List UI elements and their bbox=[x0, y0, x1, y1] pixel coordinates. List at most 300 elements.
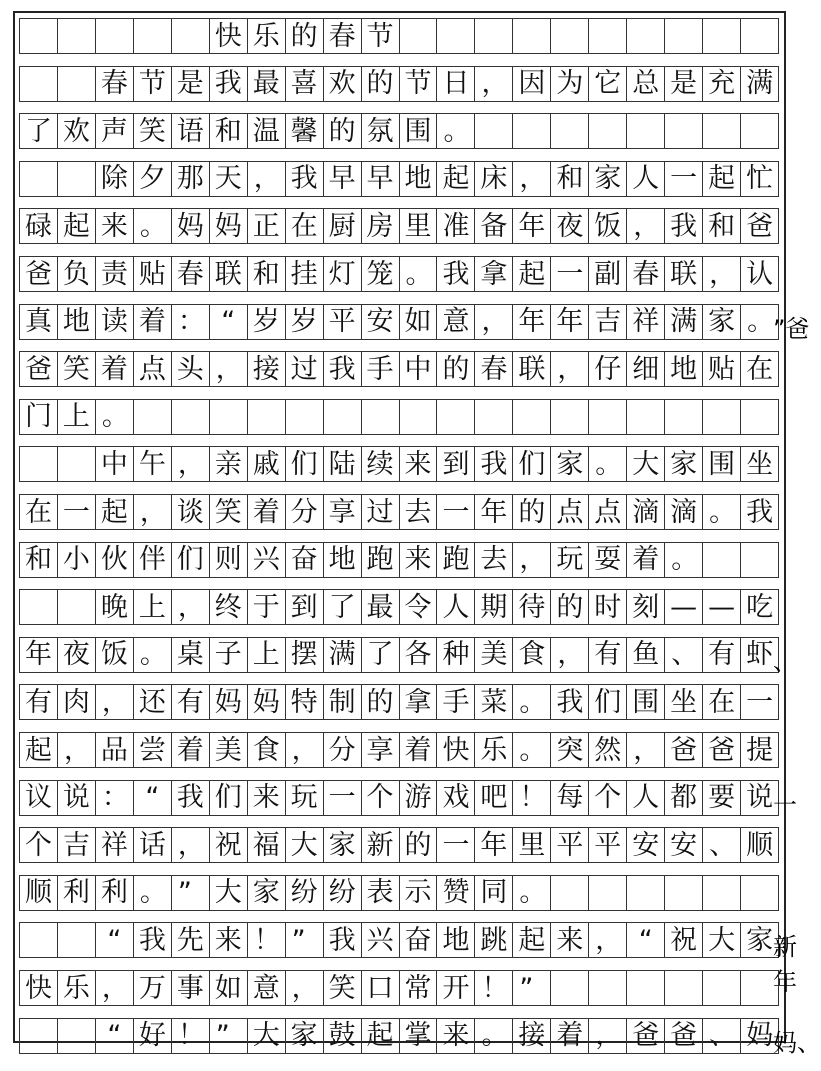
character-cell: 在 bbox=[703, 685, 741, 719]
character-cell: 上 bbox=[58, 400, 96, 434]
punctuation-cell: ， bbox=[172, 447, 210, 481]
character-cell: 节 bbox=[134, 67, 172, 101]
character-cell: 日 bbox=[437, 67, 475, 101]
character-cell: 游 bbox=[400, 781, 438, 815]
character-cell: 的 bbox=[513, 495, 551, 529]
character-cell: 围 bbox=[627, 685, 665, 719]
character-cell: 是 bbox=[172, 67, 210, 101]
character-cell: 上 bbox=[248, 638, 286, 672]
empty-cell bbox=[58, 19, 96, 53]
character-cell: 笑 bbox=[134, 114, 172, 148]
text-row bbox=[19, 1018, 821, 1057]
character-cell: 奋 bbox=[400, 923, 438, 957]
character-cell: 节 bbox=[400, 67, 438, 101]
character-cell: 我 bbox=[665, 209, 703, 243]
character-cell: 耍 bbox=[589, 543, 627, 577]
character-cell: 负 bbox=[58, 257, 96, 291]
character-cell: “ bbox=[134, 781, 172, 815]
empty-cell bbox=[58, 67, 96, 101]
character-cell: 过 bbox=[362, 495, 400, 529]
character-cell: 围 bbox=[400, 114, 438, 148]
character-cell: 戚 bbox=[248, 447, 286, 481]
empty-cell bbox=[400, 400, 438, 434]
character-cell: 陆 bbox=[324, 447, 362, 481]
punctuation-cell: ， bbox=[172, 590, 210, 624]
character-cell: 我 bbox=[741, 495, 779, 529]
character-cell: 天 bbox=[210, 162, 248, 196]
character-cell: 起 bbox=[362, 1019, 400, 1053]
character-cell: 虾 bbox=[741, 638, 779, 672]
character-cell: 口 bbox=[362, 971, 400, 1005]
character-cell: 春 bbox=[475, 352, 513, 386]
character-cell: 起 bbox=[437, 162, 475, 196]
character-cell: 妈 bbox=[741, 1019, 779, 1053]
character-cell: 接 bbox=[513, 1019, 551, 1053]
empty-cell bbox=[20, 67, 58, 101]
text-row bbox=[19, 399, 779, 435]
character-cell: 时 bbox=[589, 590, 627, 624]
text-row bbox=[19, 66, 779, 102]
empty-cell bbox=[589, 876, 627, 910]
character-cell: 起 bbox=[703, 162, 741, 196]
punctuation-cell: 。 bbox=[589, 447, 627, 481]
punctuation-cell: ， bbox=[96, 685, 134, 719]
character-cell: 兴 bbox=[248, 543, 286, 577]
character-cell: 挂 bbox=[286, 257, 324, 291]
character-cell: 万 bbox=[134, 971, 172, 1005]
empty-cell bbox=[665, 876, 703, 910]
text-row bbox=[19, 494, 779, 530]
punctuation-cell: ， bbox=[589, 1019, 627, 1053]
character-cell: 话 bbox=[134, 828, 172, 862]
character-cell: 着 bbox=[134, 305, 172, 339]
character-cell: 跑 bbox=[437, 543, 475, 577]
character-cell: 着 bbox=[551, 1019, 589, 1053]
text-row bbox=[19, 970, 779, 1006]
character-cell: 满 bbox=[665, 305, 703, 339]
empty-cell bbox=[703, 543, 741, 577]
character-cell: 夜 bbox=[551, 209, 589, 243]
character-cell: 起 bbox=[513, 923, 551, 957]
character-cell: 点 bbox=[589, 495, 627, 529]
punctuation-cell: 。 bbox=[400, 257, 438, 291]
character-cell: 早 bbox=[324, 162, 362, 196]
character-cell: 滴 bbox=[627, 495, 665, 529]
character-cell: “ bbox=[627, 923, 665, 957]
character-cell: 美 bbox=[475, 638, 513, 672]
character-cell: 都 bbox=[665, 781, 703, 815]
punctuation-cell: 。 bbox=[134, 209, 172, 243]
character-cell: 里 bbox=[513, 828, 551, 862]
character-cell: 的 bbox=[362, 67, 400, 101]
character-cell: 我 bbox=[437, 257, 475, 291]
character-cell: 祝 bbox=[210, 828, 248, 862]
empty-cell bbox=[210, 400, 248, 434]
text-row bbox=[19, 637, 797, 676]
character-cell: 说 bbox=[741, 781, 779, 815]
character-cell: 除 bbox=[96, 162, 134, 196]
punctuation-cell: 。 bbox=[741, 305, 779, 339]
character-cell: “ bbox=[96, 1019, 134, 1053]
character-cell: 坐 bbox=[741, 447, 779, 481]
character-cell: 碌 bbox=[20, 209, 58, 243]
character-cell: 安 bbox=[665, 828, 703, 862]
empty-cell bbox=[741, 543, 779, 577]
text-row bbox=[19, 113, 779, 149]
character-cell: 是 bbox=[665, 67, 703, 101]
punctuation-cell: 。 bbox=[665, 543, 703, 577]
character-cell: 因 bbox=[513, 67, 551, 101]
character-cell: 有 bbox=[589, 638, 627, 672]
character-cell: 地 bbox=[58, 305, 96, 339]
character-cell: 乐 bbox=[58, 971, 96, 1005]
character-cell: 温 bbox=[248, 114, 286, 148]
character-cell: 妈 bbox=[248, 685, 286, 719]
character-cell: 来 bbox=[400, 543, 438, 577]
character-cell: 它 bbox=[589, 67, 627, 101]
empty-cell bbox=[172, 400, 210, 434]
empty-cell bbox=[475, 19, 513, 53]
character-cell: 摆 bbox=[286, 638, 324, 672]
character-cell: 的 bbox=[286, 19, 324, 53]
text-row bbox=[19, 589, 779, 625]
character-cell: 细 bbox=[627, 352, 665, 386]
character-cell: 一 bbox=[665, 162, 703, 196]
character-cell: 提 bbox=[741, 733, 779, 767]
character-cell: 利 bbox=[58, 876, 96, 910]
character-cell: 手 bbox=[362, 352, 400, 386]
character-cell: 于 bbox=[248, 590, 286, 624]
empty-cell bbox=[589, 19, 627, 53]
character-cell: 每 bbox=[551, 781, 589, 815]
character-cell: 然 bbox=[589, 733, 627, 767]
character-cell: 家 bbox=[551, 447, 589, 481]
empty-cell bbox=[58, 162, 96, 196]
character-cell: 我 bbox=[134, 923, 172, 957]
character-cell: 贴 bbox=[703, 352, 741, 386]
punctuation-cell: ， bbox=[703, 257, 741, 291]
character-cell: 分 bbox=[286, 495, 324, 529]
character-cell: 爸 bbox=[703, 733, 741, 767]
character-cell: 表 bbox=[362, 876, 400, 910]
punctuation-cell: ： bbox=[96, 781, 134, 815]
character-cell: 着 bbox=[96, 352, 134, 386]
character-cell: 制 bbox=[324, 685, 362, 719]
empty-cell bbox=[324, 400, 362, 434]
character-cell: 妈 bbox=[210, 685, 248, 719]
character-cell: 声 bbox=[96, 114, 134, 148]
punctuation-cell: ， bbox=[551, 638, 589, 672]
character-cell: 年 bbox=[475, 828, 513, 862]
empty-cell bbox=[58, 447, 96, 481]
punctuation-cell: ， bbox=[513, 543, 551, 577]
empty-cell bbox=[589, 971, 627, 1005]
empty-cell bbox=[627, 971, 665, 1005]
punctuation-cell: ， bbox=[475, 305, 513, 339]
text-row bbox=[19, 208, 779, 244]
empty-cell bbox=[20, 923, 58, 957]
character-cell: 爸 bbox=[665, 1019, 703, 1053]
character-cell: 我 bbox=[210, 67, 248, 101]
character-cell: 大 bbox=[627, 447, 665, 481]
empty-cell bbox=[437, 400, 475, 434]
character-cell: 事 bbox=[172, 971, 210, 1005]
text-row bbox=[19, 161, 779, 197]
character-cell: 个 bbox=[362, 781, 400, 815]
overflow-punctuation: 一 bbox=[773, 790, 797, 819]
character-cell: 特 bbox=[286, 685, 324, 719]
text-row bbox=[19, 446, 779, 482]
character-cell: 爸 bbox=[20, 352, 58, 386]
character-cell: 起 bbox=[513, 257, 551, 291]
empty-cell bbox=[58, 1019, 96, 1053]
character-cell: 到 bbox=[286, 590, 324, 624]
empty-cell bbox=[703, 19, 741, 53]
punctuation-cell: ， bbox=[248, 162, 286, 196]
punctuation-cell: ！ bbox=[248, 923, 286, 957]
character-cell: 乐 bbox=[475, 733, 513, 767]
character-cell: 平 bbox=[551, 828, 589, 862]
character-cell: 平 bbox=[589, 828, 627, 862]
character-cell: 地 bbox=[665, 352, 703, 386]
character-cell: 晚 bbox=[96, 590, 134, 624]
character-cell: 在 bbox=[20, 495, 58, 529]
character-cell: 真 bbox=[20, 305, 58, 339]
character-cell: 总 bbox=[627, 67, 665, 101]
character-cell: 起 bbox=[20, 733, 58, 767]
character-cell: 喜 bbox=[286, 67, 324, 101]
punctuation-cell: 。 bbox=[96, 400, 134, 434]
character-cell: 一 bbox=[437, 828, 475, 862]
text-row bbox=[19, 827, 779, 863]
character-cell: 上 bbox=[134, 590, 172, 624]
character-cell: 祝 bbox=[665, 923, 703, 957]
empty-cell bbox=[437, 19, 475, 53]
character-cell: 最 bbox=[248, 67, 286, 101]
punctuation-cell: ： bbox=[172, 305, 210, 339]
character-cell: 头 bbox=[172, 352, 210, 386]
character-cell: 一 bbox=[437, 495, 475, 529]
character-cell: 和 bbox=[703, 209, 741, 243]
character-cell: 鱼 bbox=[627, 638, 665, 672]
character-cell: 跑 bbox=[362, 543, 400, 577]
character-cell: 赞 bbox=[437, 876, 475, 910]
empty-cell bbox=[627, 19, 665, 53]
character-cell: 拿 bbox=[400, 685, 438, 719]
character-cell: 家 bbox=[589, 162, 627, 196]
character-cell: 妈 bbox=[210, 209, 248, 243]
character-cell: 去 bbox=[475, 543, 513, 577]
character-cell: 准 bbox=[437, 209, 475, 243]
character-cell: 的 bbox=[362, 685, 400, 719]
empty-cell bbox=[703, 114, 741, 148]
character-cell: 爸 bbox=[741, 209, 779, 243]
character-cell: 待 bbox=[513, 590, 551, 624]
character-cell: 安 bbox=[362, 305, 400, 339]
character-cell: 手 bbox=[437, 685, 475, 719]
punctuation-cell: 。 bbox=[513, 685, 551, 719]
character-cell: 肉 bbox=[58, 685, 96, 719]
character-cell: 着 bbox=[248, 495, 286, 529]
punctuation-cell: ， bbox=[134, 495, 172, 529]
character-cell: 年 bbox=[513, 305, 551, 339]
text-row bbox=[19, 256, 779, 292]
character-cell: 春 bbox=[96, 67, 134, 101]
character-cell: 正 bbox=[248, 209, 286, 243]
character-cell: 笼 bbox=[362, 257, 400, 291]
character-cell: 欢 bbox=[324, 67, 362, 101]
empty-cell bbox=[627, 400, 665, 434]
character-cell: 有 bbox=[703, 638, 741, 672]
character-cell: 午 bbox=[134, 447, 172, 481]
character-cell: 满 bbox=[741, 67, 779, 101]
character-cell: 奋 bbox=[286, 543, 324, 577]
character-cell: 联 bbox=[513, 352, 551, 386]
character-cell: 安 bbox=[627, 828, 665, 862]
character-cell: 享 bbox=[362, 733, 400, 767]
empty-cell bbox=[134, 19, 172, 53]
character-cell: 忙 bbox=[741, 162, 779, 196]
character-cell: 拿 bbox=[475, 257, 513, 291]
punctuation-cell: ， bbox=[627, 733, 665, 767]
character-cell: 氛 bbox=[362, 114, 400, 148]
character-cell: — bbox=[703, 590, 741, 624]
character-cell: 笑 bbox=[58, 352, 96, 386]
character-cell: 联 bbox=[210, 257, 248, 291]
punctuation-cell: ！ bbox=[172, 1019, 210, 1053]
character-cell: 亲 bbox=[210, 447, 248, 481]
overflow-punctuation: 妈、 bbox=[773, 1028, 821, 1057]
character-cell: 岁 bbox=[286, 305, 324, 339]
character-cell: 一 bbox=[551, 257, 589, 291]
character-cell: 快 bbox=[20, 971, 58, 1005]
character-cell: 伴 bbox=[134, 543, 172, 577]
overflow-punctuation: 、 bbox=[773, 647, 797, 676]
character-cell: 点 bbox=[134, 352, 172, 386]
character-cell: 吃 bbox=[741, 590, 779, 624]
punctuation-cell: ， bbox=[210, 352, 248, 386]
empty-cell bbox=[475, 400, 513, 434]
character-cell: 桌 bbox=[172, 638, 210, 672]
character-cell: 跳 bbox=[475, 923, 513, 957]
overflow-punctuation: 新年 bbox=[773, 933, 797, 997]
character-cell: 我 bbox=[551, 685, 589, 719]
character-cell: 食 bbox=[513, 638, 551, 672]
overflow-punctuation: ”爸 bbox=[773, 314, 810, 343]
character-cell: 来 bbox=[551, 923, 589, 957]
text-row bbox=[19, 684, 779, 720]
empty-cell bbox=[475, 114, 513, 148]
character-cell: 读 bbox=[96, 305, 134, 339]
character-cell: 围 bbox=[703, 447, 741, 481]
character-cell: 房 bbox=[362, 209, 400, 243]
empty-cell bbox=[741, 114, 779, 148]
character-cell: 令 bbox=[400, 590, 438, 624]
character-cell: 种 bbox=[437, 638, 475, 672]
character-cell: 年 bbox=[475, 495, 513, 529]
character-cell: 仔 bbox=[589, 352, 627, 386]
punctuation-cell: ！ bbox=[475, 971, 513, 1005]
character-cell: 充 bbox=[703, 67, 741, 101]
character-cell: 妈 bbox=[172, 209, 210, 243]
character-cell: 家 bbox=[741, 923, 779, 957]
character-cell: 们 bbox=[210, 781, 248, 815]
character-cell: 纷 bbox=[286, 876, 324, 910]
character-cell: 笑 bbox=[210, 495, 248, 529]
punctuation-cell: ” bbox=[210, 1019, 248, 1053]
character-cell: 和 bbox=[210, 114, 248, 148]
character-cell: 玩 bbox=[286, 781, 324, 815]
character-cell: 要 bbox=[703, 781, 741, 815]
empty-cell bbox=[248, 400, 286, 434]
character-cell: 里 bbox=[400, 209, 438, 243]
character-cell: 的 bbox=[324, 114, 362, 148]
character-cell: 好 bbox=[134, 1019, 172, 1053]
character-cell: 来 bbox=[210, 923, 248, 957]
character-cell: 突 bbox=[551, 733, 589, 767]
character-cell: 乐 bbox=[248, 19, 286, 53]
character-cell: 和 bbox=[248, 257, 286, 291]
character-cell: 快 bbox=[210, 19, 248, 53]
character-cell: 最 bbox=[362, 590, 400, 624]
character-cell: 吉 bbox=[58, 828, 96, 862]
character-cell: 中 bbox=[96, 447, 134, 481]
empty-cell bbox=[20, 590, 58, 624]
punctuation-cell: ” bbox=[172, 876, 210, 910]
character-cell: 一 bbox=[58, 495, 96, 529]
character-cell: 着 bbox=[172, 733, 210, 767]
character-cell: 个 bbox=[589, 781, 627, 815]
empty-cell bbox=[551, 400, 589, 434]
character-cell: 的 bbox=[437, 352, 475, 386]
character-cell: 个 bbox=[20, 828, 58, 862]
character-cell: 馨 bbox=[286, 114, 324, 148]
character-cell: 意 bbox=[437, 305, 475, 339]
character-cell: 春 bbox=[324, 19, 362, 53]
empty-cell bbox=[20, 162, 58, 196]
character-cell: 语 bbox=[172, 114, 210, 148]
character-cell: 岁 bbox=[248, 305, 286, 339]
character-cell: 门 bbox=[20, 400, 58, 434]
character-cell: 终 bbox=[210, 590, 248, 624]
character-cell: 到 bbox=[437, 447, 475, 481]
character-cell: 刻 bbox=[627, 590, 665, 624]
character-cell: 祥 bbox=[96, 828, 134, 862]
punctuation-cell: 、 bbox=[703, 828, 741, 862]
empty-cell bbox=[741, 971, 779, 1005]
empty-cell bbox=[703, 876, 741, 910]
punctuation-cell: 、 bbox=[703, 1019, 741, 1053]
character-cell: 开 bbox=[437, 971, 475, 1005]
character-cell: 我 bbox=[172, 781, 210, 815]
character-cell: 品 bbox=[96, 733, 134, 767]
empty-cell bbox=[627, 114, 665, 148]
character-cell: 鼓 bbox=[324, 1019, 362, 1053]
character-cell: 家 bbox=[324, 828, 362, 862]
title-row bbox=[19, 18, 779, 54]
character-cell: 小 bbox=[58, 543, 96, 577]
punctuation-cell: ， bbox=[475, 67, 513, 101]
character-cell: 人 bbox=[437, 590, 475, 624]
character-cell: 和 bbox=[20, 543, 58, 577]
character-cell: 地 bbox=[324, 543, 362, 577]
empty-cell bbox=[96, 19, 134, 53]
character-cell: 夕 bbox=[134, 162, 172, 196]
character-cell: 来 bbox=[437, 1019, 475, 1053]
character-cell: 还 bbox=[134, 685, 172, 719]
punctuation-cell: ， bbox=[172, 828, 210, 862]
character-cell: 那 bbox=[172, 162, 210, 196]
